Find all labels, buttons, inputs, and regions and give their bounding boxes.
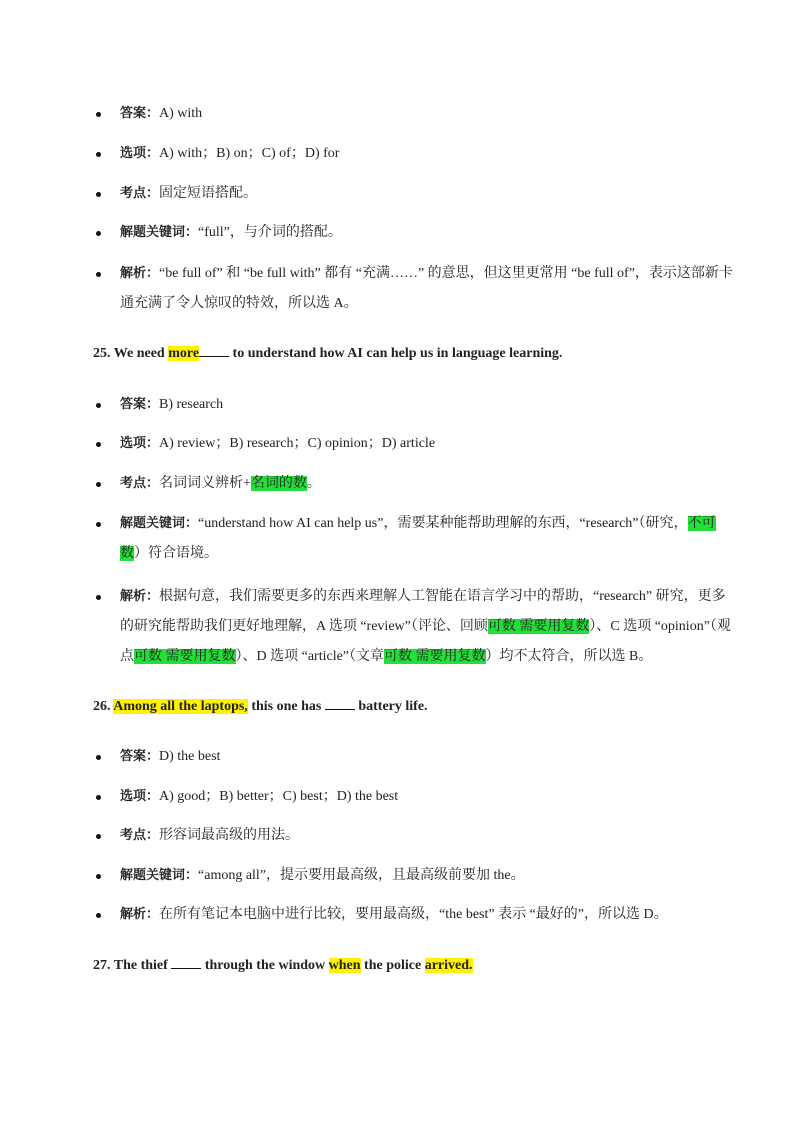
highlight-yellow: when bbox=[328, 958, 361, 973]
bullet-icon bbox=[96, 522, 101, 527]
point-value: 。 bbox=[306, 476, 321, 491]
options-label: 选项： bbox=[120, 436, 160, 451]
question-text: We need bbox=[113, 346, 165, 361]
highlight-yellow: arrived. bbox=[424, 958, 473, 973]
bullet-icon bbox=[96, 874, 101, 879]
answer-label: 答案： bbox=[120, 749, 160, 764]
bullet-icon bbox=[96, 272, 101, 277]
point-value: 形容词最高级的用法。 bbox=[159, 828, 300, 843]
point-label: 考点： bbox=[120, 186, 160, 201]
analysis-label: 解析： bbox=[120, 907, 160, 922]
highlight-green: 可数 需要用复数 bbox=[134, 649, 236, 664]
highlight-yellow: Among all the laptops, bbox=[113, 699, 248, 714]
question-text: this one has bbox=[251, 699, 322, 714]
question-26 bbox=[93, 696, 428, 718]
bullet-icon bbox=[96, 442, 101, 447]
highlight-green: 可数 需要用复数 bbox=[487, 619, 590, 634]
keywords-value: “understand how AI can help us”，需要某种能帮助理解的东西，“research”（研究， bbox=[198, 516, 688, 531]
answer-value: D) the best bbox=[159, 749, 221, 764]
question-25 bbox=[93, 343, 562, 365]
answer-label: 答案： bbox=[120, 397, 160, 412]
bullet-icon bbox=[96, 913, 101, 918]
keywords-value: “full”，与介词的搭配。 bbox=[198, 225, 342, 240]
point-item bbox=[96, 181, 736, 207]
point-item bbox=[96, 471, 736, 497]
point-label: 考点： bbox=[120, 828, 160, 843]
answer-item bbox=[96, 392, 736, 418]
question-number: 25. bbox=[93, 346, 111, 361]
options-item bbox=[96, 141, 736, 167]
question-text: to understand how AI can help us in language learning. bbox=[232, 346, 563, 361]
analysis-item bbox=[96, 582, 736, 672]
bullet-icon bbox=[96, 834, 101, 839]
analysis-value: ）、D 选项 “article”（文章 bbox=[235, 649, 385, 664]
point-value: 固定短语搭配。 bbox=[159, 186, 258, 201]
answer-value: B) research bbox=[159, 397, 224, 412]
keywords-label: 解题关键词： bbox=[120, 868, 199, 883]
highlight-green: 可数 需要用复数 bbox=[384, 649, 486, 664]
options-label: 选项： bbox=[120, 146, 160, 161]
analysis-item bbox=[96, 259, 736, 319]
analysis-item bbox=[96, 902, 736, 928]
analysis-value: 根据句意，我们需要更多的东西来理解人工智能在语言学习中的帮助，“research” 研究，更多的研究能帮助我们更好地理解，A 选项 “review”（评论、回顾 bbox=[120, 589, 726, 634]
point-item bbox=[96, 823, 736, 849]
analysis-value: ）、C 选项 “opinion”（观点 bbox=[120, 619, 731, 664]
highlight-green: 不可数 bbox=[120, 516, 716, 561]
options-value: A) with；B) on；C) of；D) for bbox=[159, 146, 340, 161]
keywords-value: ）符合语境。 bbox=[134, 546, 218, 561]
bullet-icon bbox=[96, 152, 101, 157]
answer-blank bbox=[325, 699, 355, 710]
answer-item bbox=[96, 101, 736, 127]
question-27 bbox=[93, 955, 473, 977]
options-label: 选项： bbox=[120, 789, 160, 804]
keywords-item bbox=[96, 863, 736, 889]
analysis-label: 解析： bbox=[120, 589, 160, 604]
bullet-icon bbox=[96, 595, 101, 600]
bullet-icon bbox=[96, 795, 101, 800]
question-text: The thief bbox=[113, 958, 168, 973]
bullet-icon bbox=[96, 231, 101, 236]
bullet-icon bbox=[96, 403, 101, 408]
keywords-label: 解题关键词： bbox=[120, 225, 199, 240]
answer-blank bbox=[171, 958, 201, 969]
question-text: battery life. bbox=[358, 699, 428, 714]
answer-blank bbox=[199, 346, 229, 357]
answer-item bbox=[96, 744, 736, 770]
bullet-icon bbox=[96, 755, 101, 760]
answer-label: 答案： bbox=[120, 106, 160, 121]
bullet-icon bbox=[96, 482, 101, 487]
options-value: A) review；B) research；C) opinion；D) article bbox=[159, 436, 436, 451]
bullet-icon bbox=[96, 192, 101, 197]
question-text: the police bbox=[364, 958, 422, 973]
keywords-item bbox=[96, 509, 736, 569]
question-text: through the window bbox=[204, 958, 326, 973]
highlight-yellow: more bbox=[168, 346, 200, 361]
analysis-value: ）均不太符合，所以选 B。 bbox=[485, 649, 653, 664]
keywords-label: 解题关键词： bbox=[120, 516, 199, 531]
keywords-value: “among all”，提示要用最高级，且最高级前要加 the。 bbox=[198, 868, 525, 883]
analysis-value: “be full of” 和 “be full with” 都有 “充满……” 的意思，但这里更常用 “be full of”，表示这部新卡通充满了令人惊叹的特效，所以选 A。 bbox=[120, 266, 733, 311]
question-number: 26. bbox=[93, 699, 111, 714]
highlight-green: 名词的数 bbox=[250, 476, 307, 491]
options-item bbox=[96, 784, 736, 810]
options-value: A) good；B) better；C) best；D) the best bbox=[159, 789, 399, 804]
analysis-label: 解析： bbox=[120, 266, 160, 281]
bullet-icon bbox=[96, 112, 101, 117]
point-label: 考点： bbox=[120, 476, 160, 491]
point-value: 名词词义辨析+ bbox=[159, 476, 251, 491]
analysis-value: 在所有笔记本电脑中进行比较，要用最高级，“the best” 表示 “最好的”，所以选 D。 bbox=[159, 907, 668, 922]
options-item bbox=[96, 431, 736, 457]
keywords-item bbox=[96, 220, 736, 246]
question-number: 27. bbox=[93, 958, 111, 973]
answer-value: A) with bbox=[159, 106, 203, 121]
